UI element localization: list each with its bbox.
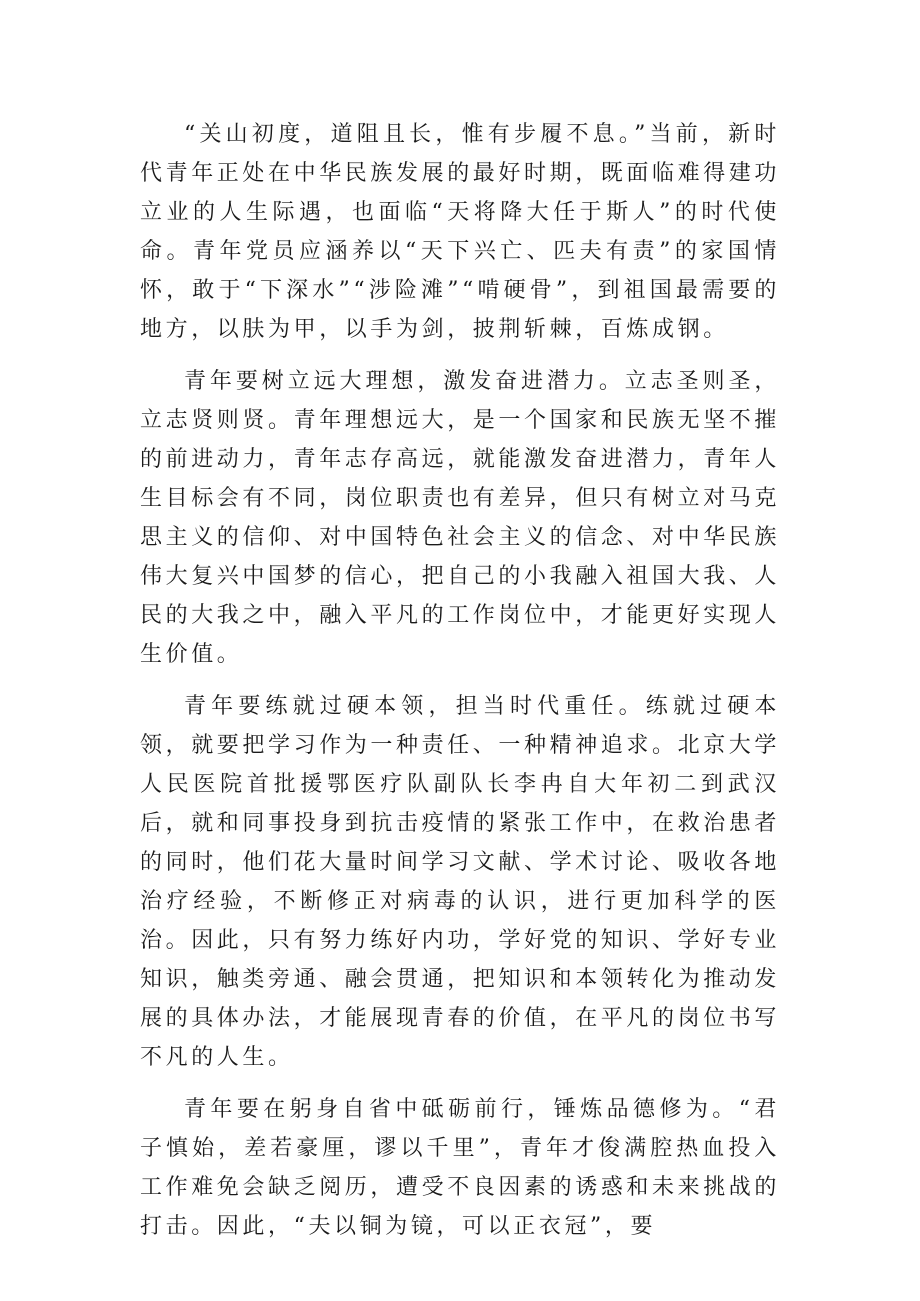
paragraph-1: “关山初度，道阻且长，惟有步履不息。”当前，新时代青年正处在中华民族发展的最好时期，既面临难得建功立业的人生际遇，也面临“天将降大任于斯人”的时代使命。青年党员应涵养以“天下兴亡、匹夫有责”的家国情怀，敢于“下深水”“涉险滩”“啃硬骨”，到祖国最需要的地方，以肤为甲，以手为剑，披荆斩棘，百炼成钢。 [140, 122, 781, 342]
paragraph-3: 青年要练就过硬本领，担当时代重任。练就过硬本领，就要把学习作为一种责任、一种精神追求。北京大学人民医院首批援鄂医疗队副队长李冉自大年初二到武汉后，就和同事投身到抗击疫情的紧张工作中，在救治患者的同时，他们花大量时间学习文献、学术讨论、吸收各地治疗经验，不断修正对病毒的认识，进行更加科学的医治。因此，只有努力练好内功，学好党的知识、学好专业知识，触类旁通、融会贯通，把知识和本领转化为推动发展的具体办法，才能展现青春的价值，在平凡的岗位书写不凡的人生。 [140, 694, 781, 1070]
paragraph-2: 青年要树立远大理想，激发奋进潜力。立志圣则圣，立志贤则贤。青年理想远大，是一个国家和民族无坚不摧的前进动力，青年志存高远，就能激发奋进潜力，青年人生目标会有不同，岗位职责也有差异，但只有树立对马克思主义的信仰、对中国特色社会主义的信念、对中华民族伟大复兴中国梦的信心，把自己的小我融入祖国大我、人民的大我之中，融入平凡的工作岗位中，才能更好实现人生价值。 [140, 369, 781, 667]
paragraph-4: 青年要在躬身自省中砥砺前行，锤炼品德修为。“君子慎始，差若豪厘，谬以千里”，青年才俊满腔热血投入工作难免会缺乏阅历，遭受不良因素的诱惑和未来挑战的打击。因此，“夫以铜为镜，可以正衣冠”，要 [140, 1097, 781, 1239]
